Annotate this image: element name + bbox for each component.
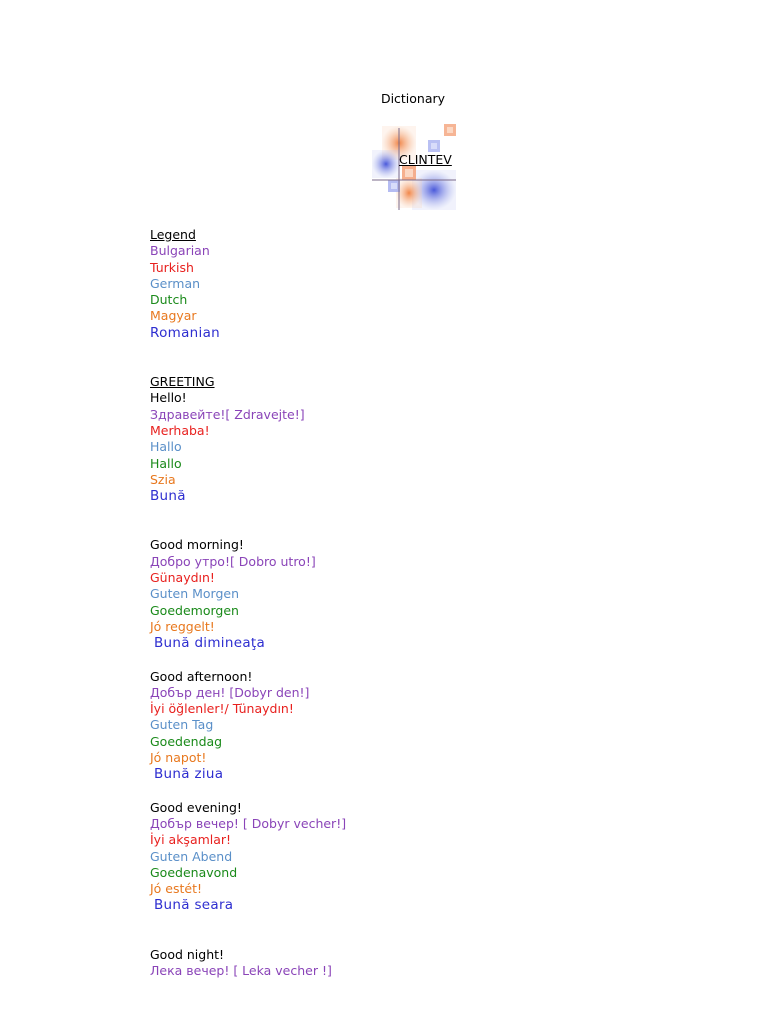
entry-magyar: Jó napot! — [150, 750, 207, 766]
entry-english: Good night! — [150, 946, 225, 962]
legend-item-magyar: Magyar — [150, 308, 197, 324]
entry-english: Hello! — [150, 390, 187, 406]
entry-english: Good evening! — [150, 799, 242, 815]
entry-good-evening — [150, 800, 670, 914]
entry-magyar: Jó reggelt! — [150, 618, 215, 634]
entry-bulgarian: Здравейте![ Zdravejte!] — [150, 406, 305, 422]
entry-english: Good afternoon! — [150, 668, 253, 684]
entry-magyar: Szia — [150, 471, 176, 487]
legend-heading: Legend — [150, 227, 196, 242]
legend-item-romanian: Romanian — [150, 324, 220, 341]
entry-good-morning — [150, 537, 670, 651]
entry-german: Hallo — [150, 439, 182, 455]
entry-turkish: Merhaba! — [150, 422, 210, 438]
clintev-logo — [370, 122, 458, 212]
entry-german: Guten Morgen — [150, 586, 239, 602]
entry-bulgarian: Добър вечер! [ Dobyr vecher!] — [150, 815, 347, 831]
dictionary-content — [150, 227, 670, 979]
entry-hello — [150, 390, 670, 504]
legend-item-bulgarian: Bulgarian — [150, 243, 210, 259]
entry-romanian: Bună dimineaţa — [154, 635, 266, 652]
entry-romanian: Bună — [150, 488, 186, 505]
entry-dutch: Goedendag — [150, 733, 223, 749]
entry-bulgarian: Добър ден! [Dobyr den!] — [150, 684, 310, 700]
logo-text: CLINTEV — [399, 152, 452, 167]
legend-item-turkish: Turkish — [150, 259, 194, 275]
entry-romanian: Bună seara — [154, 897, 234, 914]
entry-magyar: Jó estét! — [150, 881, 203, 897]
entry-dutch: Goedenavond — [150, 864, 238, 880]
entry-turkish: İyi öğlenler!/ Tünaydın! — [150, 701, 294, 717]
entry-dutch: Goedemorgen — [150, 602, 239, 618]
entry-good-afternoon — [150, 669, 670, 783]
entry-dutch: Hallo — [150, 455, 182, 471]
section-heading: GREETING — [150, 374, 215, 390]
legend-item-german: German — [150, 275, 201, 291]
legend — [150, 227, 670, 341]
entry-german: Guten Abend — [150, 848, 233, 864]
entry-english: Good morning! — [150, 537, 244, 553]
entry-good-night — [150, 947, 670, 980]
entry-bulgarian: Добро утро![ Dobro utro!] — [150, 553, 316, 569]
document-title: Dictionary — [380, 91, 446, 106]
entry-turkish: İyi akşamlar! — [150, 832, 232, 848]
entry-bulgarian: Лека вечер! [ Leka vecher !] — [150, 962, 332, 978]
entry-german: Guten Tag — [150, 717, 214, 733]
entry-turkish: Günaydın! — [150, 570, 215, 586]
entry-romanian: Bună ziua — [154, 766, 224, 783]
logo-graphic — [370, 122, 458, 212]
legend-item-dutch: Dutch — [150, 292, 188, 308]
